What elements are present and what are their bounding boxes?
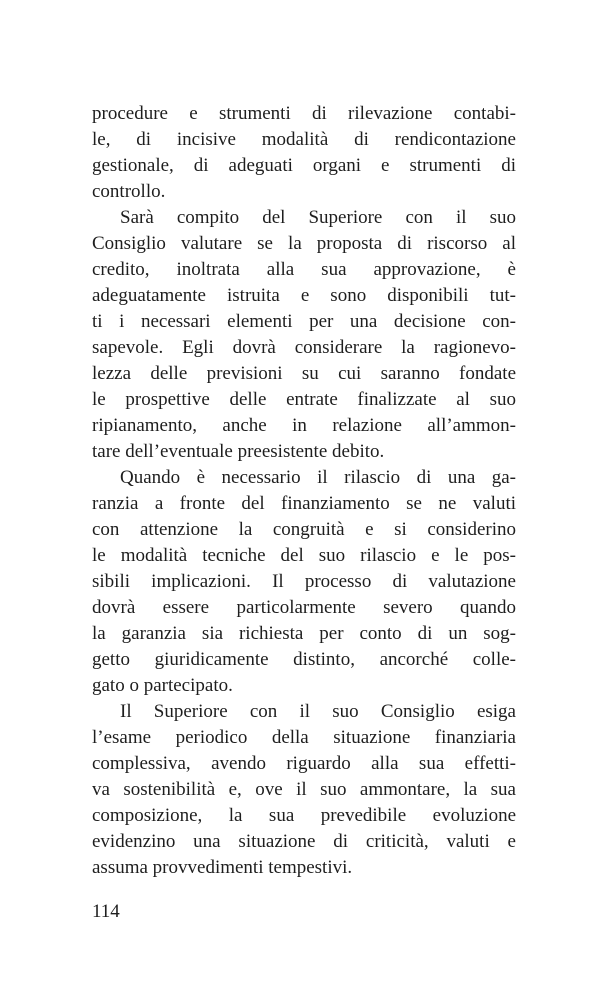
- text-line: lezza delle previsioni su cui saranno fondate: [92, 363, 516, 384]
- page-number: 114: [92, 901, 120, 922]
- text-line: le, di incisive modalità di rendicontazione: [92, 129, 516, 150]
- text-line: ranzia a fronte del finanziamento se ne valuti: [92, 493, 516, 514]
- text-line: tare dell’eventuale preesistente debito.: [92, 441, 385, 462]
- paragraph: [92, 205, 516, 465]
- text-line: evidenzino una situazione di criticità, valuti e: [92, 831, 516, 852]
- text-line: controllo.: [92, 181, 166, 202]
- text-line: Sarà compito del Superiore con il suo: [120, 207, 516, 228]
- text-line: dovrà essere particolarmente severo quando: [92, 597, 516, 618]
- text-line: credito, inoltrata alla sua approvazione, è: [92, 259, 516, 280]
- body-text: [92, 101, 516, 881]
- text-line: sibili implicazioni. Il processo di valutazione: [92, 571, 516, 592]
- text-line: getto giuridicamente distinto, ancorché colle-: [92, 649, 516, 670]
- text-line: le prospettive delle entrate finalizzate al suo: [92, 389, 516, 410]
- text-line: complessiva, avendo riguardo alla sua effetti-: [92, 753, 516, 774]
- paragraph: [92, 465, 516, 699]
- text-line: assuma provvedimenti tempestivi.: [92, 857, 353, 878]
- text-line: adeguatamente istruita e sono disponibili tut-: [92, 285, 516, 306]
- text-line: composizione, la sua prevedibile evoluzione: [92, 805, 516, 826]
- text-line: gestionale, di adeguati organi e strumenti di: [92, 155, 516, 176]
- text-line: le modalità tecniche del suo rilascio e le pos-: [92, 545, 516, 566]
- text-line: l’esame periodico della situazione finanziaria: [92, 727, 516, 748]
- text-line: Il Superiore con il suo Consiglio esiga: [120, 701, 516, 722]
- text-line: Quando è necessario il rilascio di una ga-: [120, 467, 516, 488]
- text-line: sapevole. Egli dovrà considerare la ragionevo-: [92, 337, 516, 358]
- text-line: ripianamento, anche in relazione all’ammon-: [92, 415, 516, 436]
- text-line: la garanzia sia richiesta per conto di un sog-: [92, 623, 516, 644]
- paragraph: [92, 699, 516, 881]
- text-line: Consiglio valutare se la proposta di riscorso al: [92, 233, 516, 254]
- text-line: gato o partecipato.: [92, 675, 233, 696]
- text-line: va sostenibilità e, ove il suo ammontare, la sua: [92, 779, 516, 800]
- text-line: procedure e strumenti di rilevazione contabi-: [92, 103, 516, 124]
- text-line: con attenzione la congruità e si considerino: [92, 519, 516, 540]
- paragraph: [92, 101, 516, 205]
- text-line: ti i necessari elementi per una decisione con-: [92, 311, 516, 332]
